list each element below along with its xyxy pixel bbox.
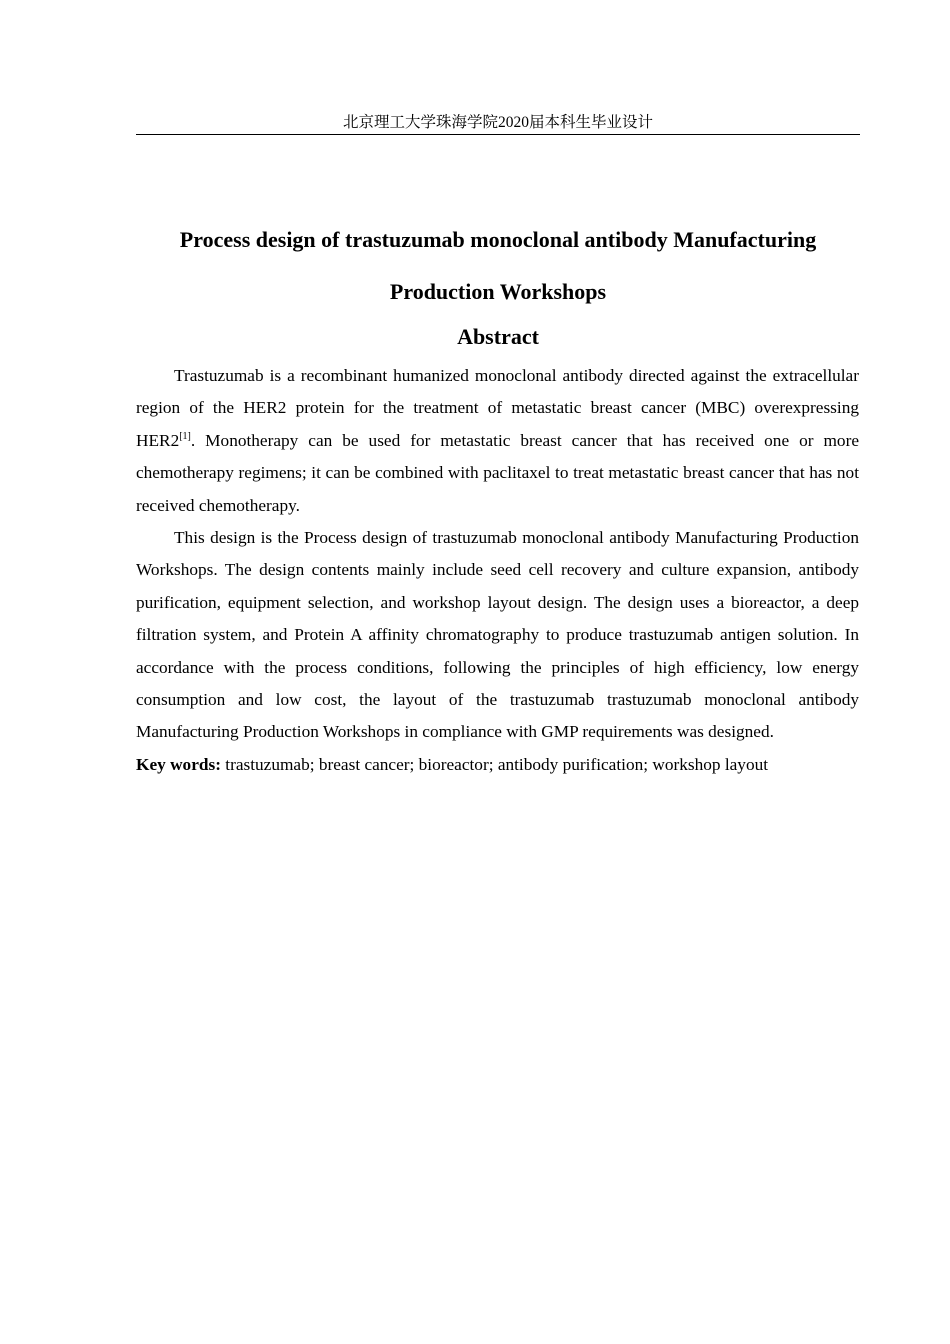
citation-ref: [1] (179, 430, 191, 442)
abstract-heading: Abstract (457, 324, 539, 349)
abstract-paragraph-1 (136, 360, 859, 522)
thesis-title (136, 214, 860, 318)
paragraph-1-text-continued: . Monotherapy can be used for metastatic breast cancer that has received one or more chemotherapy regimens; it can be combined with paclitaxel to treat metastatic breast cancer that has not received chemotherapy. (136, 430, 859, 515)
title-line-2: Production Workshops (389, 279, 607, 304)
keywords-label: Key words: (136, 754, 221, 774)
keywords-text: trastuzumab; breast cancer; bioreactor; antibody purification; workshop layout (220, 754, 769, 774)
keywords-line (136, 749, 859, 781)
running-header: 北京理工大学珠海学院2020届本科生毕业设计 (342, 114, 653, 131)
abstract-body (136, 360, 859, 781)
paragraph-1-text: Trastuzumab is a recombinant humanized monoclonal antibody directed against the extracellular region of the HER2 protein for the treatment of metastatic breast cancer (MBC) overexpressing HER2 (136, 366, 859, 450)
title-line-1: Process design of trastuzumab monoclonal antibody Manufacturing (179, 227, 817, 252)
header-rule (136, 134, 860, 135)
abstract-paragraph-2: This design is the Process design of trastuzumab monoclonal antibody Manufacturing Production Workshops. The design contents mainly include seed cell recovery and culture expansion, antibody purification, equipment selection, and workshop layout design. The design uses a bioreactor, a deep filtration system, and Protein A affinity chromatography to produce trastuzumab antigen solution. In accordance with the process conditions, following the principles of high efficiency, low energy consumption and low cost, the layout of the trastuzumab trastuzumab monoclonal antibody Manufacturing Production Workshops in compliance with GMP requirements was designed. (136, 528, 859, 742)
